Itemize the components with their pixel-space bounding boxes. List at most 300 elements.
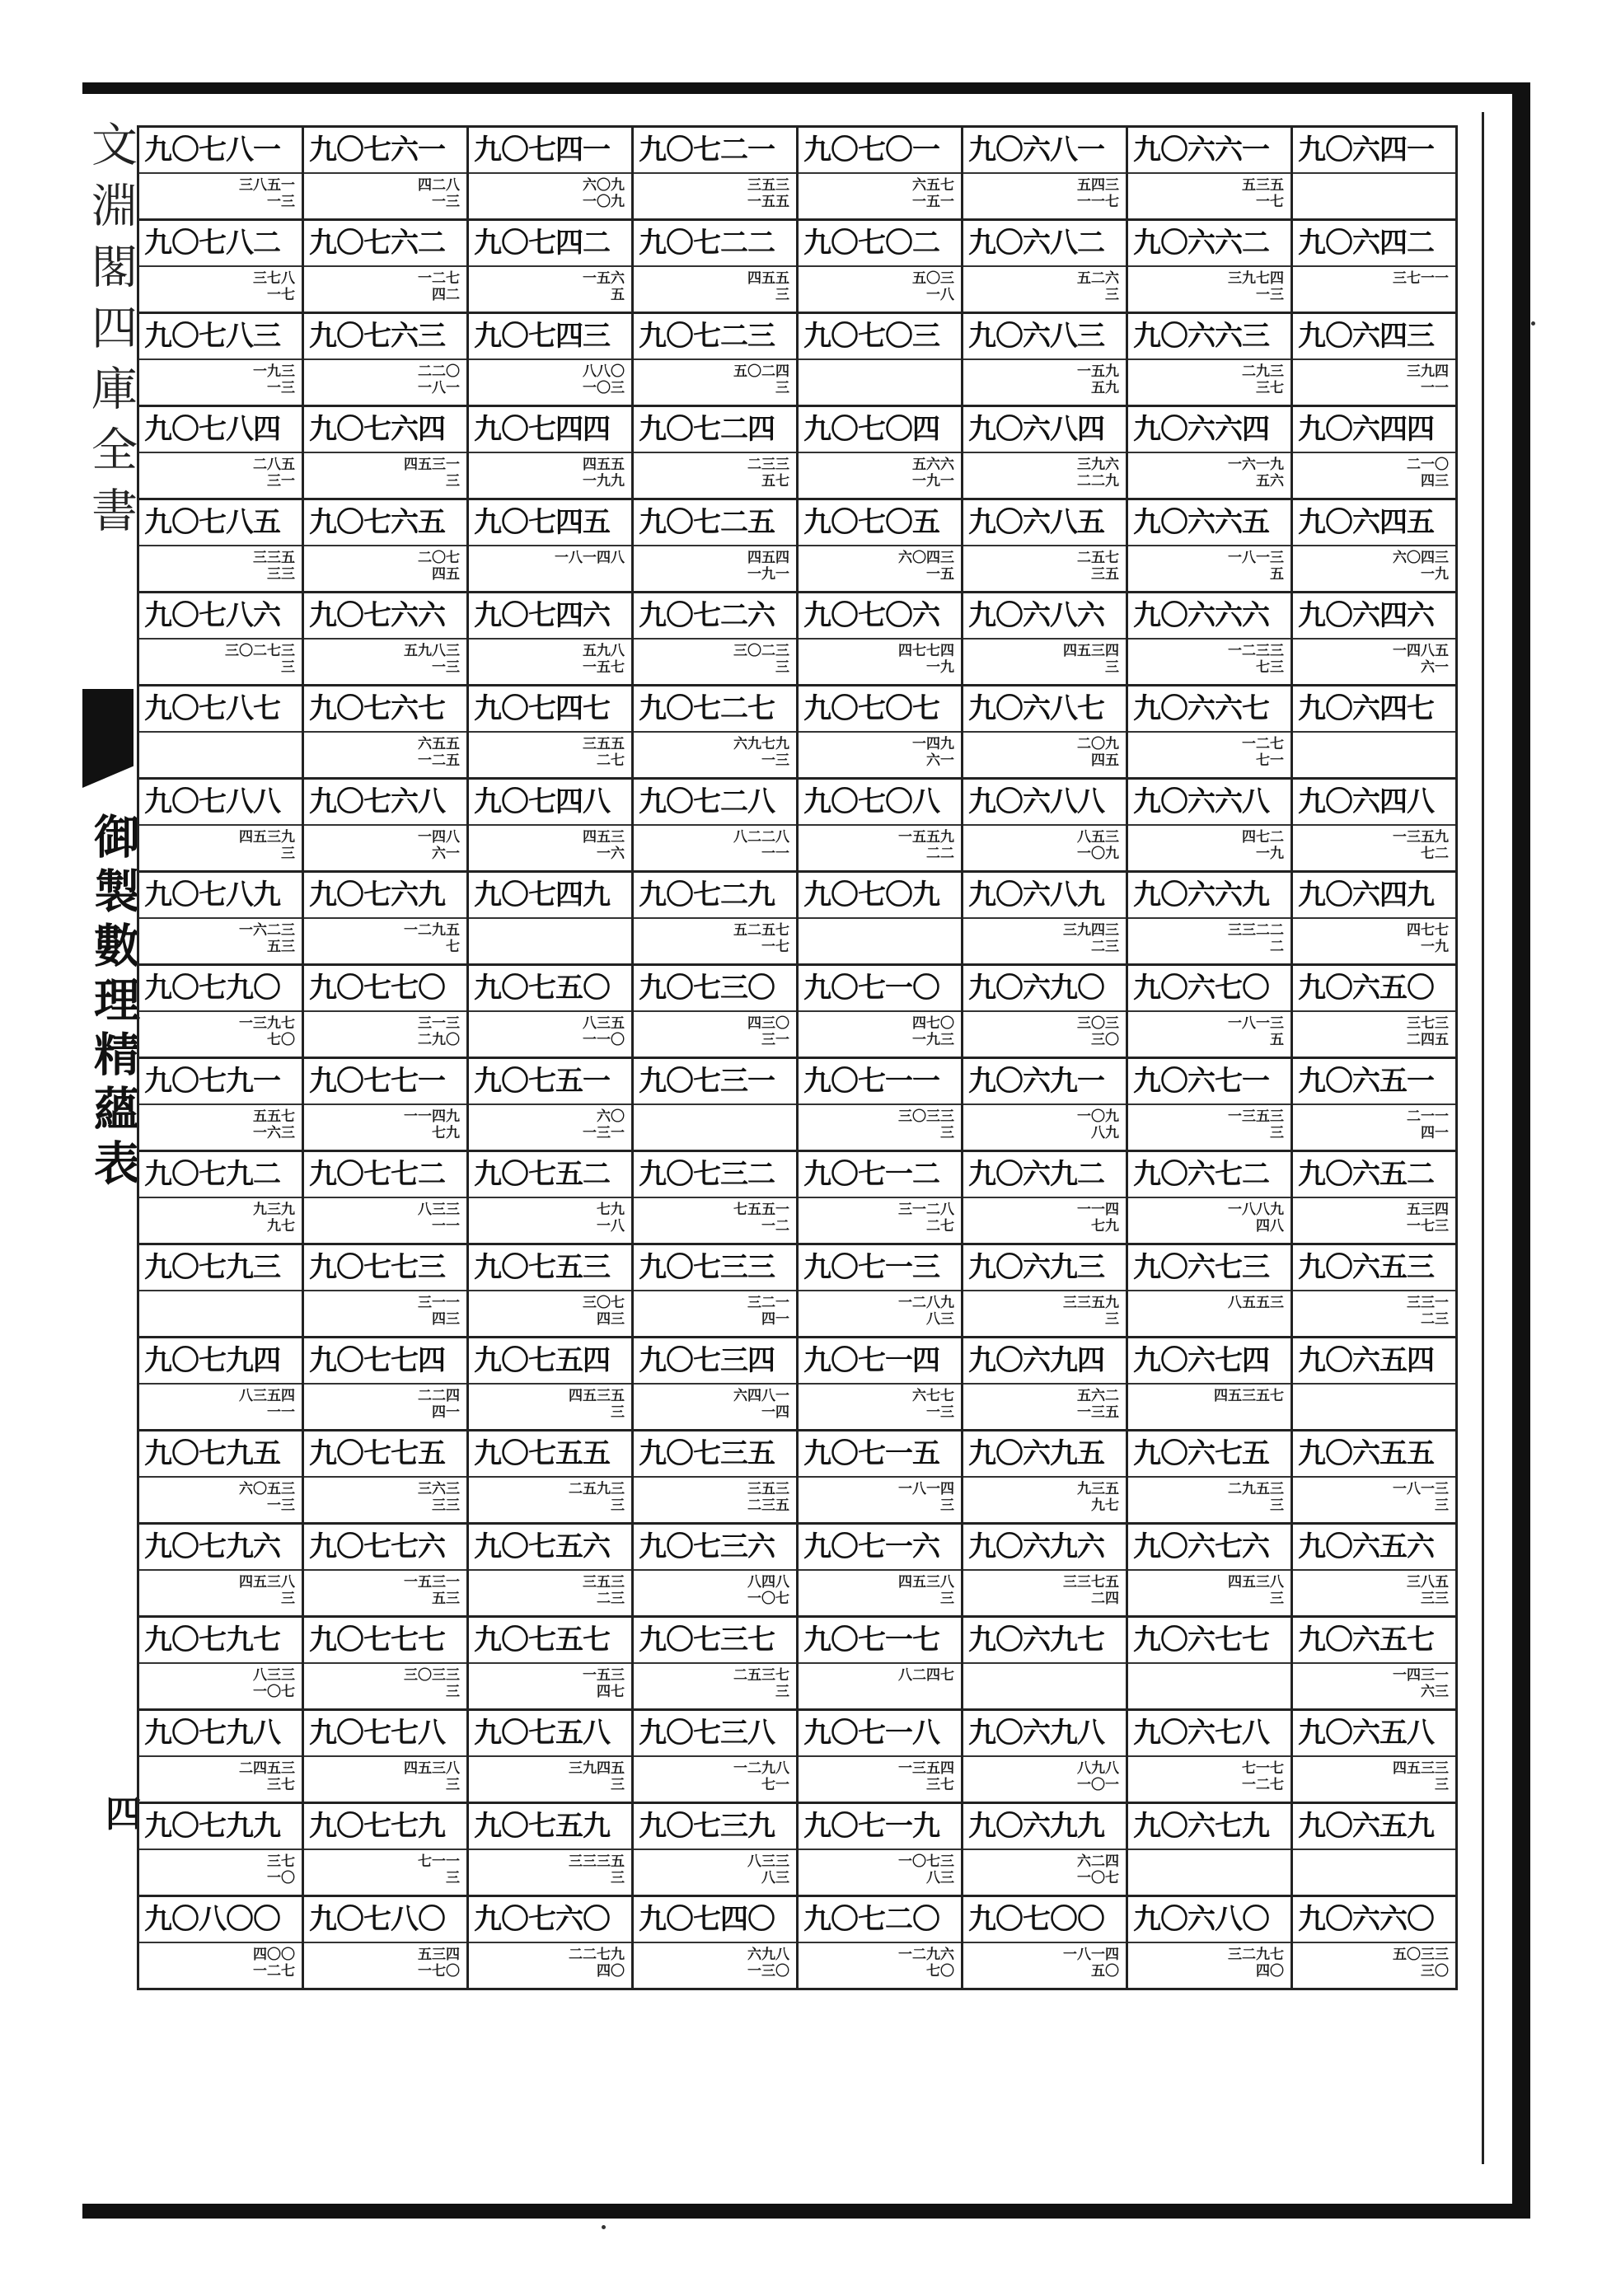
cell-number: 九〇六七四 [1128, 1338, 1290, 1385]
cell-number: 九〇七八一 [139, 128, 302, 174]
cell-value: 一八一四 三 [898, 1481, 954, 1514]
table-cell [139, 1338, 304, 1431]
cell-number: 九〇七七二 [304, 1152, 466, 1198]
table-cell [799, 407, 963, 500]
cell-number: 九〇七四八 [469, 780, 631, 826]
ink-speck [1531, 321, 1535, 326]
table-cell [139, 1618, 304, 1711]
cell-number: 九〇七四四 [469, 407, 631, 453]
table-cell [139, 780, 304, 873]
cell-value: 三三五 三三 [253, 550, 295, 583]
cell-value: 四五三八 三 [404, 1760, 460, 1793]
cell-number: 九〇六七〇 [1128, 966, 1290, 1012]
cell-number: 九〇七三〇 [634, 966, 796, 1012]
cell-value [799, 360, 961, 405]
cell-number: 九〇六九六 [963, 1525, 1126, 1571]
cell-number: 九〇六五一 [1293, 1059, 1455, 1105]
table-cell [139, 221, 304, 314]
cell-value: 一二九六 七〇 [898, 1947, 954, 1980]
cell-value: 四七七四 一九 [898, 643, 954, 676]
cell-value: 七五五一 一二 [733, 1202, 789, 1235]
cell-number: 九〇七二七 [634, 686, 796, 733]
cell-number: 九〇七三五 [634, 1431, 796, 1478]
cell-number: 九〇六七一 [1128, 1059, 1290, 1105]
table-cell [304, 221, 469, 314]
cell-number: 九〇六八九 [963, 873, 1126, 919]
table-cell [469, 128, 634, 221]
table-cell [799, 1059, 963, 1152]
table-cell [469, 1525, 634, 1618]
table-cell [799, 1525, 963, 1618]
cell-number: 九〇七九三 [139, 1245, 302, 1291]
table-cell [304, 1152, 469, 1245]
table-cell [304, 1618, 469, 1711]
cell-value: 二一一 四一 [1407, 1108, 1449, 1141]
table-cell [799, 1618, 963, 1711]
cell-number: 九〇七三一 [634, 1059, 796, 1105]
cell-value: 四五四 一九一 [747, 550, 789, 583]
cell-number: 九〇六八二 [963, 221, 1126, 267]
cell-number: 九〇六七五 [1128, 1431, 1290, 1478]
table-cell [634, 593, 799, 686]
cell-value: 一二七 四二 [418, 270, 460, 303]
cell-number: 九〇七六五 [304, 500, 466, 546]
table-cell [469, 1245, 634, 1338]
table-cell [304, 407, 469, 500]
table-cell [1293, 407, 1458, 500]
cell-number: 九〇七二五 [634, 500, 796, 546]
table-cell [1128, 686, 1293, 780]
cell-number: 九〇六六九 [1128, 873, 1290, 919]
cell-number: 九〇七七一 [304, 1059, 466, 1105]
cell-value: 三一一 四三 [418, 1295, 460, 1328]
cell-number: 九〇六六八 [1128, 780, 1290, 826]
table-cell [304, 780, 469, 873]
cell-number: 九〇六四九 [1293, 873, 1455, 919]
table-cell [634, 966, 799, 1059]
table-cell [139, 966, 304, 1059]
cell-number: 九〇六五九 [1293, 1804, 1455, 1850]
table-cell [963, 780, 1128, 873]
cell-value: 二九三 三七 [1242, 363, 1284, 396]
cell-number: 九〇七〇六 [799, 593, 961, 640]
cell-number: 九〇七五二 [469, 1152, 631, 1198]
cell-number: 九〇七五一 [469, 1059, 631, 1105]
table-cell [799, 780, 963, 873]
cell-number: 九〇七六〇 [469, 1897, 631, 1943]
cell-number: 九〇七八五 [139, 500, 302, 546]
cell-number: 九〇六八四 [963, 407, 1126, 453]
cell-number: 九〇六九〇 [963, 966, 1126, 1012]
table-cell [1293, 966, 1458, 1059]
table-cell [1128, 966, 1293, 1059]
cell-number: 九〇七一二 [799, 1152, 961, 1198]
cell-value: 二〇七 四五 [418, 550, 460, 583]
cell-number: 九〇六六三 [1128, 314, 1290, 360]
cell-value: 三七一一 [1393, 270, 1449, 287]
table-cell [469, 314, 634, 407]
table-cell [634, 1711, 799, 1804]
table-cell [634, 873, 799, 966]
cell-value: 三〇七 四三 [583, 1295, 625, 1328]
table-cell [1128, 593, 1293, 686]
cell-value: 一八一三 三 [1393, 1481, 1449, 1514]
cell-value: 一八一三 五 [1228, 550, 1284, 583]
table-cell [634, 500, 799, 593]
cell-value [139, 1291, 302, 1336]
cell-value: 二一〇 四三 [1407, 457, 1449, 490]
cell-value: 一八一四八 [555, 550, 625, 566]
cell-value: 六〇九 一〇九 [583, 177, 625, 210]
cell-value: 三二九七 四〇 [1228, 1947, 1284, 1980]
table-cell [139, 1804, 304, 1897]
cell-number: 九〇七六一 [304, 128, 466, 174]
cell-number: 九〇七六九 [304, 873, 466, 919]
table-cell [1293, 1059, 1458, 1152]
cell-value: 四二八 一三 [418, 177, 460, 210]
cell-number: 九〇六九一 [963, 1059, 1126, 1105]
table-cell [1293, 128, 1458, 221]
cell-value: 三七八 一七 [253, 270, 295, 303]
cell-number: 九〇七一四 [799, 1338, 961, 1385]
table-cell [304, 686, 469, 780]
table-cell [1293, 1897, 1458, 1990]
table-cell [1128, 780, 1293, 873]
table-cell [634, 780, 799, 873]
table-cell [304, 1245, 469, 1338]
cell-value: 八二四七 [898, 1667, 954, 1684]
cell-number: 九〇七六二 [304, 221, 466, 267]
cell-value: 三三一 二三 [1407, 1295, 1449, 1328]
table-cell [139, 1431, 304, 1525]
cell-number: 九〇七八四 [139, 407, 302, 453]
table-cell [469, 593, 634, 686]
table-cell [1128, 500, 1293, 593]
cell-number: 九〇七三二 [634, 1152, 796, 1198]
table-cell [304, 1804, 469, 1897]
cell-number: 九〇七八八 [139, 780, 302, 826]
cell-value [1293, 1385, 1455, 1429]
table-cell [799, 1897, 963, 1990]
table-cell [1293, 1618, 1458, 1711]
cell-value: 七一七 一二七 [1242, 1760, 1284, 1793]
table-cell [963, 686, 1128, 780]
cell-number: 九〇七五五 [469, 1431, 631, 1478]
table-cell [799, 1338, 963, 1431]
table-cell [963, 500, 1128, 593]
cell-value: 四五三五 三 [569, 1388, 625, 1421]
table-cell [304, 1059, 469, 1152]
cell-value: 一三五四 三七 [898, 1760, 954, 1793]
cell-number: 九〇七五八 [469, 1711, 631, 1757]
cell-value: 一八一四 五〇 [1063, 1947, 1119, 1980]
table-cell [634, 221, 799, 314]
cell-number: 九〇八〇〇 [139, 1897, 302, 1943]
table-cell [1128, 873, 1293, 966]
cell-value: 二五九三 三 [569, 1481, 625, 1514]
cell-value: 一四八 六一 [418, 829, 460, 862]
table-cell [1293, 314, 1458, 407]
cell-number: 九〇六八六 [963, 593, 1126, 640]
table-cell [1128, 1245, 1293, 1338]
table-cell [634, 1152, 799, 1245]
cell-value: 六九八 一三〇 [747, 1947, 789, 1980]
cell-number: 九〇六五六 [1293, 1525, 1455, 1571]
cell-number: 九〇六六七 [1128, 686, 1290, 733]
cell-number: 九〇七八六 [139, 593, 302, 640]
table-cell [1293, 1804, 1458, 1897]
cell-number: 九〇七〇三 [799, 314, 961, 360]
cell-number: 九〇七二一 [634, 128, 796, 174]
cell-value: 四五三八 三 [1228, 1574, 1284, 1607]
table-cell [634, 128, 799, 221]
table-cell [963, 1897, 1128, 1990]
cell-number: 九〇六五〇 [1293, 966, 1455, 1012]
cell-number: 九〇七三三 [634, 1245, 796, 1291]
cell-number: 九〇七〇七 [799, 686, 961, 733]
table-cell [1128, 1897, 1293, 1990]
table-cell [139, 1059, 304, 1152]
cell-value: 六四八一 一四 [733, 1388, 789, 1421]
cell-number: 九〇七八二 [139, 221, 302, 267]
cell-value [634, 1105, 796, 1150]
cell-number: 九〇七九七 [139, 1618, 302, 1664]
cell-number: 九〇六八〇 [1128, 1897, 1290, 1943]
cell-value: 五〇三 一八 [912, 270, 954, 303]
cell-value: 二四五三 三七 [239, 1760, 295, 1793]
cell-number: 九〇七〇八 [799, 780, 961, 826]
table-cell [799, 128, 963, 221]
table-cell [139, 1152, 304, 1245]
cell-value: 四五三九 三 [239, 829, 295, 862]
cell-number: 九〇七〇〇 [963, 1897, 1126, 1943]
cell-number: 九〇七四三 [469, 314, 631, 360]
table-cell [469, 873, 634, 966]
cell-number: 九〇七二四 [634, 407, 796, 453]
table-cell [799, 966, 963, 1059]
table-cell [1128, 128, 1293, 221]
table-cell [139, 593, 304, 686]
cell-number: 九〇六六六 [1128, 593, 1290, 640]
cell-number: 九〇六九八 [963, 1711, 1126, 1757]
cell-number: 九〇七七三 [304, 1245, 466, 1291]
table-cell [963, 1431, 1128, 1525]
table-cell [1293, 873, 1458, 966]
cell-number: 九〇七六七 [304, 686, 466, 733]
table-cell [963, 407, 1128, 500]
cell-value: 六〇四三 一五 [898, 550, 954, 583]
table-cell [799, 1804, 963, 1897]
cell-value: 三一二八 二七 [898, 1202, 954, 1235]
cell-value: 一八八九 四八 [1228, 1202, 1284, 1235]
cell-value: 一二八九 八三 [898, 1295, 954, 1328]
table-cell [1293, 593, 1458, 686]
table-cell [304, 128, 469, 221]
table-cell [304, 593, 469, 686]
cell-number: 九〇六四四 [1293, 407, 1455, 453]
cell-value: 八三三 八三 [747, 1853, 789, 1886]
cell-number: 九〇六五七 [1293, 1618, 1455, 1664]
cell-number: 九〇六五五 [1293, 1431, 1455, 1478]
cell-value: 四五三 一六 [583, 829, 625, 862]
table-cell [1128, 1152, 1293, 1245]
cell-number: 九〇七一一 [799, 1059, 961, 1105]
cell-value: 八三三 一一 [418, 1202, 460, 1235]
table-cell [634, 407, 799, 500]
cell-value: 五九八 一五七 [583, 643, 625, 676]
cell-value: 三七三 二四五 [1407, 1015, 1449, 1048]
table-cell [963, 1152, 1128, 1245]
cell-value: 二〇九 四五 [1077, 736, 1119, 769]
cell-number: 九〇七七五 [304, 1431, 466, 1478]
cell-value [1128, 1850, 1290, 1895]
table-cell [1293, 221, 1458, 314]
cell-number: 九〇六六二 [1128, 221, 1290, 267]
cell-number: 九〇七七八 [304, 1711, 466, 1757]
cell-value: 一五三 四七 [583, 1667, 625, 1700]
cell-number: 九〇七四九 [469, 873, 631, 919]
cell-value: 五二六 三 [1077, 270, 1119, 303]
cell-value: 二九五三 三 [1228, 1481, 1284, 1514]
cell-value [799, 919, 961, 963]
table-cell [1128, 1431, 1293, 1525]
cell-number: 九〇七七四 [304, 1338, 466, 1385]
cell-number: 九〇六六四 [1128, 407, 1290, 453]
cell-number: 九〇六九四 [963, 1338, 1126, 1385]
cell-number: 九〇七九四 [139, 1338, 302, 1385]
table-cell [469, 500, 634, 593]
table-cell [304, 314, 469, 407]
cell-value: 二三三 五七 [747, 457, 789, 490]
cell-value: 一二九八 七一 [733, 1760, 789, 1793]
cell-number: 九〇七六八 [304, 780, 466, 826]
cell-value: 三〇二七三 三 [225, 643, 295, 676]
table-cell [469, 1152, 634, 1245]
table-cell [139, 1525, 304, 1618]
table-cell [469, 966, 634, 1059]
table-cell [304, 500, 469, 593]
cell-value: 四五三一 三 [404, 457, 460, 490]
cell-value: 三八五 三三 [1407, 1574, 1449, 1607]
cell-value: 一一四九 七九 [404, 1108, 460, 1141]
table-cell [469, 1059, 634, 1152]
cell-number: 九〇六九三 [963, 1245, 1126, 1291]
cell-value: 四五三三 三 [1393, 1760, 1449, 1793]
cell-value: 一五六 五 [583, 270, 625, 303]
cell-number: 九〇七五三 [469, 1245, 631, 1291]
cell-value: 一一四 七九 [1077, 1202, 1119, 1235]
cell-value: 三九四 一一 [1407, 363, 1449, 396]
cell-value [1293, 1850, 1455, 1895]
table-cell [139, 128, 304, 221]
cell-value: 二五七 三五 [1077, 550, 1119, 583]
cell-value: 三五五 二七 [583, 736, 625, 769]
cell-number: 九〇七六四 [304, 407, 466, 453]
cell-value: 三五三 二三 [583, 1574, 625, 1607]
table-cell [1128, 314, 1293, 407]
table-cell [634, 1059, 799, 1152]
cell-value: 三三二二 二 [1228, 922, 1284, 955]
table-cell [139, 407, 304, 500]
table-cell [469, 407, 634, 500]
cell-number: 九〇七六三 [304, 314, 466, 360]
cell-value: 八三五 一一〇 [583, 1015, 625, 1048]
cell-number: 九〇七一五 [799, 1431, 961, 1478]
cell-number: 九〇七八九 [139, 873, 302, 919]
cell-number: 九〇六九七 [963, 1618, 1126, 1664]
cell-value: 五〇二四 三 [733, 363, 789, 396]
cell-value: 四五三五七 [1214, 1388, 1284, 1404]
table-cell [799, 221, 963, 314]
table-cell [139, 1245, 304, 1338]
cell-number: 九〇七三六 [634, 1525, 796, 1571]
cell-value: 五三四 一七〇 [418, 1947, 460, 1980]
cell-value: 一五九 五九 [1077, 363, 1119, 396]
table-cell [963, 128, 1128, 221]
cell-value: 八五三 一〇九 [1077, 829, 1119, 862]
cell-number: 九〇七三八 [634, 1711, 796, 1757]
cell-number: 九〇六八五 [963, 500, 1126, 546]
cell-number: 九〇七一九 [799, 1804, 961, 1850]
cell-number: 九〇七四〇 [634, 1897, 796, 1943]
cell-value: 三〇二三 三 [733, 643, 789, 676]
cell-number: 九〇六四二 [1293, 221, 1455, 267]
cell-value: 八九八 一〇一 [1077, 1760, 1119, 1793]
table-cell [963, 593, 1128, 686]
table-cell [1293, 1711, 1458, 1804]
table-cell [1128, 1059, 1293, 1152]
cell-value: 一八一三 五 [1228, 1015, 1284, 1048]
cell-number: 九〇六七三 [1128, 1245, 1290, 1291]
table-cell [799, 873, 963, 966]
cell-number: 九〇七二八 [634, 780, 796, 826]
cell-value: 三三七五 二四 [1063, 1574, 1119, 1607]
table-cell [139, 500, 304, 593]
cell-number: 九〇六七二 [1128, 1152, 1290, 1198]
cell-value: 一六二三 五三 [239, 922, 295, 955]
table-cell [1128, 221, 1293, 314]
cell-value: 二八五 三一 [253, 457, 295, 490]
cell-value: 七一一 三 [418, 1853, 460, 1886]
table-cell [963, 1059, 1128, 1152]
table-cell [963, 221, 1128, 314]
cell-value: 六七七 一三 [912, 1388, 954, 1421]
cell-value: 六五五 一二五 [418, 736, 460, 769]
cell-value: 三三五九 三 [1063, 1295, 1119, 1328]
cell-value: 一三五九 七二 [1393, 829, 1449, 862]
cell-value: 九三五 九七 [1077, 1481, 1119, 1514]
cell-value: 三六三 三三 [418, 1481, 460, 1514]
cell-number: 九〇七〇二 [799, 221, 961, 267]
cell-number: 九〇七九一 [139, 1059, 302, 1105]
cell-value: 一四八五 六一 [1393, 643, 1449, 676]
cell-number: 九〇七二〇 [799, 1897, 961, 1943]
table-cell [963, 1338, 1128, 1431]
cell-number: 九〇七〇四 [799, 407, 961, 453]
cell-value: 二五三七 三 [733, 1667, 789, 1700]
cell-number: 九〇六六〇 [1293, 1897, 1455, 1943]
cell-number: 九〇七五四 [469, 1338, 631, 1385]
cell-value: 四七〇 一九三 [912, 1015, 954, 1048]
cell-number: 九〇七七九 [304, 1804, 466, 1850]
cell-number: 九〇七四二 [469, 221, 631, 267]
table-cell [1293, 780, 1458, 873]
cell-number: 九〇六四一 [1293, 128, 1455, 174]
cell-number: 九〇七〇五 [799, 500, 961, 546]
cell-number: 九〇六九九 [963, 1804, 1126, 1850]
cell-number: 九〇六五三 [1293, 1245, 1455, 1291]
page-number: 四 [105, 1793, 142, 1835]
